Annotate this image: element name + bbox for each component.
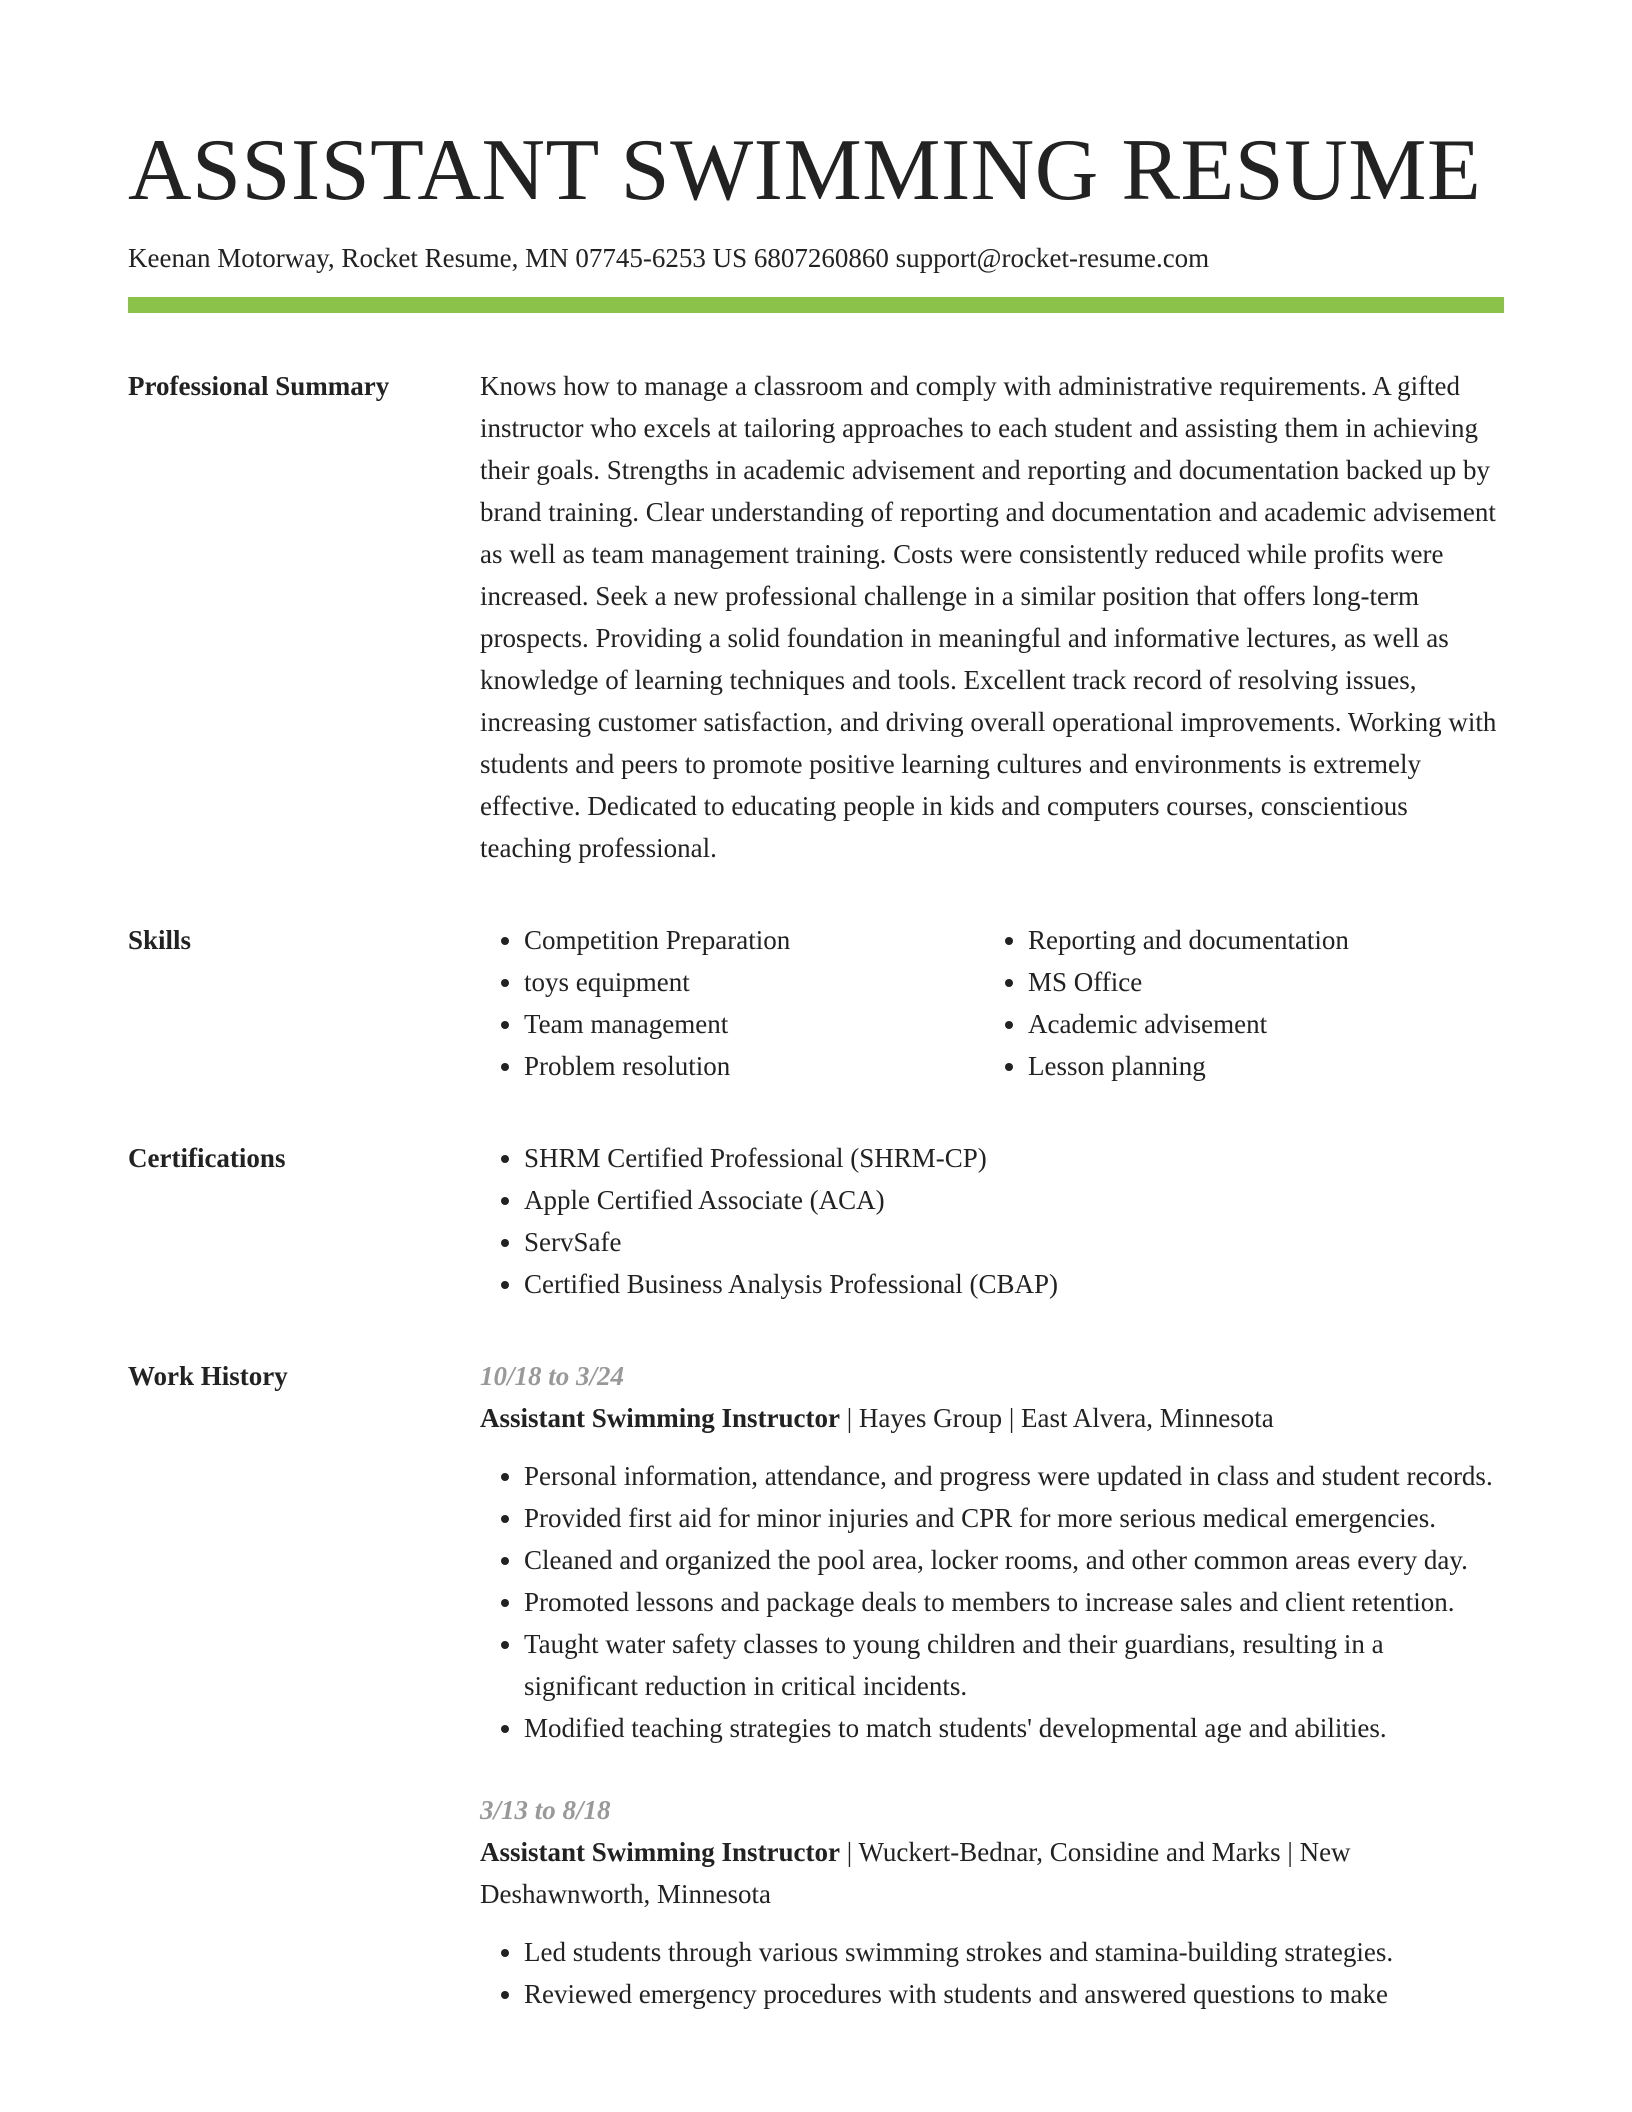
skills-heading: Skills [128,925,192,955]
skill-item: • Problem resolution [524,1045,984,1087]
job-bullet: • Provided first aid for minor injuries and CPR for more serious medical emergencies. [524,1497,1504,1539]
job-header [480,1831,1504,1915]
job-bullet: • Personal information, attendance, and progress were updated in class and student records. [524,1455,1504,1497]
job-header [480,1397,1504,1439]
certifications-section [128,1137,1504,1305]
work-history-section [128,1355,1504,2055]
job-bullet: • Led students through various swimming strokes and stamina-building strategies. [524,1931,1504,1973]
job-entry [480,1789,1504,2015]
skills-list-left [480,919,984,1087]
certifications-list [480,1137,1504,1305]
job-dates: 3/13 to 8/18 [480,1795,611,1825]
contact-line: Keenan Motorway, Rocket Resume, MN 07745-6253 US 6807260860 support@rocket-resume.com [128,243,1210,273]
job-bullets [480,1455,1504,1749]
job-entry [480,1355,1504,1749]
certifications-heading: Certifications [128,1143,286,1173]
job-details: | Wuckert-Bednar, Considine and Marks | New Deshawnworth, Minnesota [480,1837,1351,1909]
skill-item: • Academic advisement [1028,1003,1548,1045]
skill-item: • MS Office [1028,961,1548,1003]
skills-section [128,919,1504,1087]
job-bullet: • Promoted lessons and package deals to members to increase sales and client retention. [524,1581,1504,1623]
job-bullet: • Modified teaching strategies to match students' developmental age and abilities. [524,1707,1504,1749]
skill-item: • Lesson planning [1028,1045,1548,1087]
skill-item: • Competition Preparation [524,919,984,961]
job-bullets [480,1931,1504,2015]
job-bullet: • Cleaned and organized the pool area, locker rooms, and other common areas every day. [524,1539,1504,1581]
skill-item: • Team management [524,1003,984,1045]
skill-item: • Reporting and documentation [1028,919,1548,961]
resume-page [128,0,1504,2055]
job-title: Assistant Swimming Instructor [480,1403,841,1433]
certification-item: • SHRM Certified Professional (SHRM-CP) [524,1137,1504,1179]
certification-item: • Apple Certified Associate (ACA) [524,1179,1504,1221]
skill-item: • toys equipment [524,961,984,1003]
summary-heading: Professional Summary [128,371,390,401]
summary-text: Knows how to manage a classroom and comply with administrative requirements. A gifted instructor who excels at tailoring approaches to each student and assisting them in achieving their goals. Strengths in academic advisement and reporting and documentation backed up by brand training. Clear understanding of reporting and documentation and academic advisement as well as team management training. Costs were consistently reduced while profits were increased. Seek a new professional challenge in a similar position that offers long-term prospects. Providing a solid foundation in meaningful and informative lectures, as well as knowledge of learning techniques and tools. Excellent track record of resolving issues, increasing customer satisfaction, and driving overall operational improvements. Working with students and peers to promote positive learning cultures and environments is extremely effective. Dedicated to educating people in kids and computers courses, conscientious teaching professional. [480,371,1497,863]
job-dates: 10/18 to 3/24 [480,1361,625,1391]
work-history-heading: Work History [128,1361,288,1391]
job-bullet: • Reviewed emergency procedures with students and answered questions to make [524,1973,1504,2015]
header-divider [128,297,1504,313]
job-title: Assistant Swimming Instructor [480,1837,841,1867]
job-bullet: • Taught water safety classes to young children and their guardians, resulting in a significant reduction in critical incidents. [524,1623,1504,1707]
resume-title: ASSISTANT SWIMMING RESUME [128,122,1482,219]
certification-item: • ServSafe [524,1221,1504,1263]
summary-section [128,365,1504,869]
job-details: | Hayes Group | East Alvera, Minnesota [840,1403,1274,1433]
skills-list-right [984,919,1548,1087]
certification-item: • Certified Business Analysis Professional (CBAP) [524,1263,1504,1305]
